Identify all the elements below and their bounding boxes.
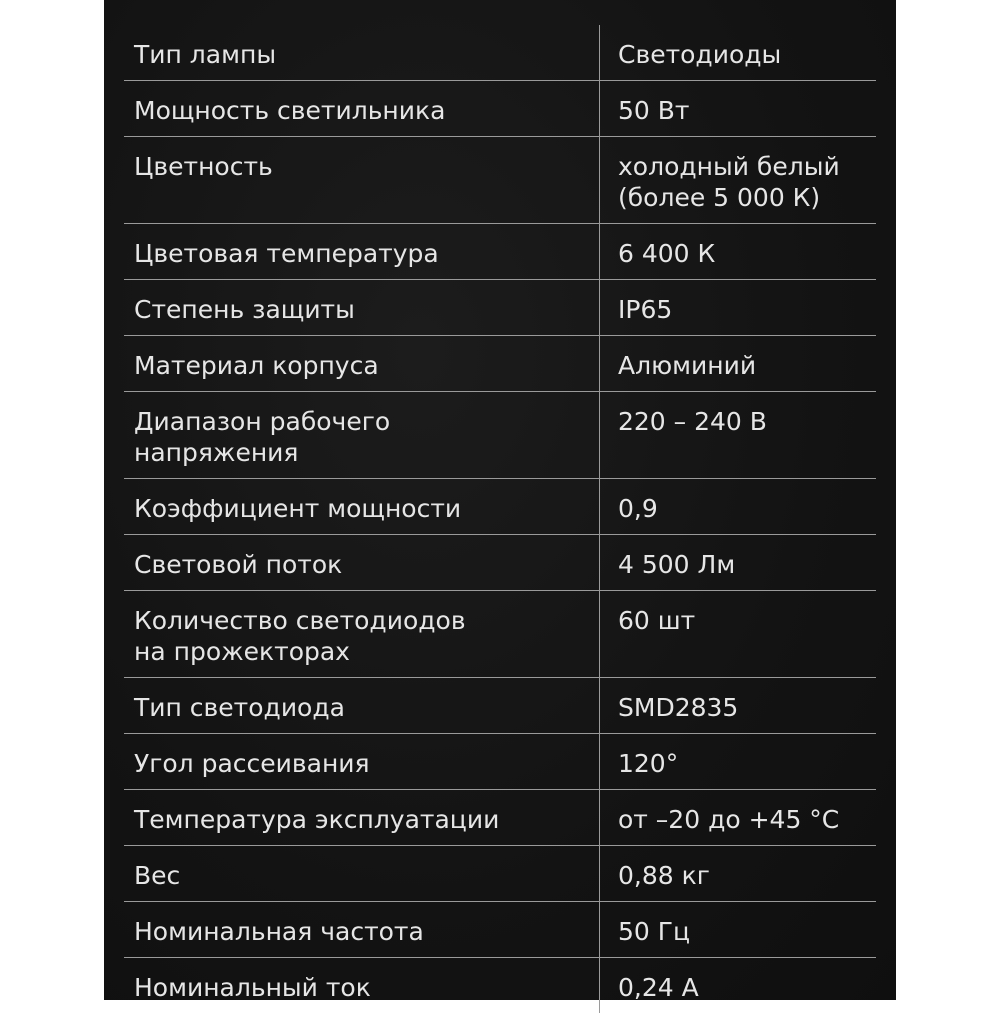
spec-label: Диапазон рабочего напряжения [124,392,600,479]
spec-label: Световой поток [124,535,600,591]
table-row [124,591,876,678]
table-row [124,958,876,1013]
spec-value: холодный белый (более 5 000 К) [600,137,877,224]
spec-table [124,25,876,1013]
table-row [124,734,876,790]
spec-value: 4 500 Лм [600,535,877,591]
table-row [124,336,876,392]
spec-value: 0,24 А [600,958,877,1013]
spec-label: Вес [124,846,600,902]
spec-value: SMD2835 [600,678,877,734]
spec-value: 60 шт [600,591,877,678]
table-row [124,81,876,137]
spec-label: Угол рассеивания [124,734,600,790]
spec-value: IP65 [600,280,877,336]
spec-value: 6 400 К [600,224,877,280]
spec-label: Номинальный ток [124,958,600,1013]
table-row [124,25,876,81]
table-row [124,479,876,535]
spec-value: 220 – 240 В [600,392,877,479]
spec-value: 50 Гц [600,902,877,958]
spec-value: 0,88 кг [600,846,877,902]
spec-label: Количество светодиодов на прожекторах [124,591,600,678]
spec-value: 0,9 [600,479,877,535]
table-row [124,137,876,224]
spec-label: Тип светодиода [124,678,600,734]
spec-label: Цветность [124,137,600,224]
table-row [124,846,876,902]
spec-value: Алюминий [600,336,877,392]
table-row [124,535,876,591]
spec-value: Светодиоды [600,25,877,81]
spec-panel [104,0,896,1000]
spec-label: Мощность светильника [124,81,600,137]
spec-label: Номинальная частота [124,902,600,958]
table-row [124,392,876,479]
spec-label: Тип лампы [124,25,600,81]
table-row [124,224,876,280]
spec-value: от –20 до +45 °C [600,790,877,846]
spec-value: 50 Вт [600,81,877,137]
spec-table-body [124,25,876,1013]
spec-label: Степень защиты [124,280,600,336]
spec-label: Температура эксплуатации [124,790,600,846]
table-row [124,678,876,734]
spec-value: 120° [600,734,877,790]
spec-label: Цветовая температура [124,224,600,280]
table-row [124,902,876,958]
spec-label: Коэффициент мощности [124,479,600,535]
table-row [124,790,876,846]
table-row [124,280,876,336]
spec-label: Материал корпуса [124,336,600,392]
